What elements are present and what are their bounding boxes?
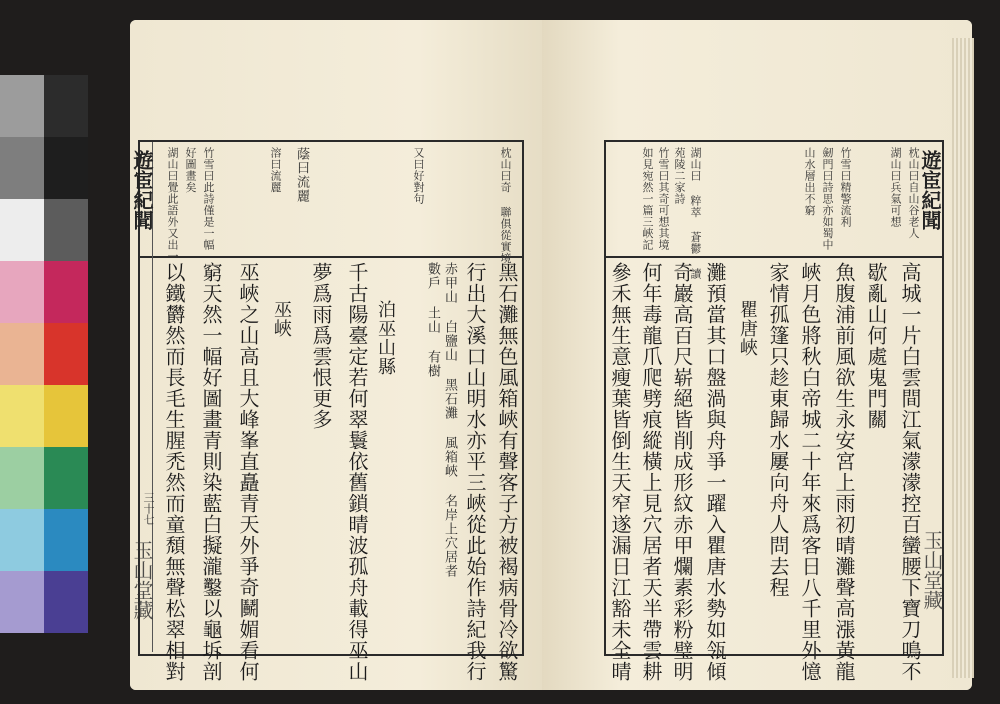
left-col-2: 行出大溪口山明水亦平三峽從此始作詩紀我行 [463, 262, 487, 682]
left-col-9: 巫峽之山高且大峰峯直矗青天外爭奇鬭媚看何 [236, 262, 260, 682]
color-swatch [0, 137, 44, 199]
left-frame-divider [140, 256, 522, 258]
right-col-10: 參禾無生意瘦葉皆倒生天窄遂漏日江豁未全晴 [608, 262, 632, 682]
color-swatch [44, 261, 88, 323]
right-note-7: 苑陵二家詩 [673, 147, 686, 205]
left-note-4: 溶曰流麗 [269, 147, 282, 193]
right-note-8: 竹雪曰其奇可想其境 [657, 147, 670, 251]
left-page-header: 遊宦紀聞 [130, 150, 154, 230]
color-swatch [0, 571, 44, 633]
right-note-3: 竹雪曰精警流利 [839, 147, 852, 228]
color-swatch [44, 323, 88, 385]
right-note-9: 如見宛然一篇三峽記 [641, 147, 654, 251]
right-col-5: 家情孤篷只趁東歸水屢向舟人問去程 [766, 262, 790, 598]
left-note-1: 枕山曰奇 聯俱從實境 [499, 147, 512, 264]
right-note-4: 劒門曰詩思亦如蜀中 [821, 147, 834, 251]
color-swatch [0, 323, 44, 385]
right-col-2: 歇亂山何處鬼門關 [864, 262, 888, 430]
right-page-stamp: 玉山堂藏 [920, 530, 944, 610]
right-frame-divider [606, 256, 942, 258]
right-col-3: 魚腹浦前風欲生永安宮上雨初晴灘聲高漲黃龍 [832, 262, 856, 682]
right-note-6: 湖山曰 粹萃 蒼鬱 讀 [689, 147, 702, 280]
left-note-3: 蔭曰流麗 [294, 147, 309, 203]
left-note-7: 湖山曰覺此語外又出一 [166, 147, 179, 262]
left-note-2: 又曰好對句 [412, 147, 425, 205]
color-swatch [44, 199, 88, 261]
left-col-6: 千古陽臺定若何翠鬟依舊鎖晴波孤舟載得巫山 [345, 262, 369, 682]
right-col-8: 奇巖高百尺崭絕皆削成形紋赤甲爛素彩粉璧明 [670, 262, 694, 682]
left-col-5: 泊巫山縣 [375, 300, 396, 376]
color-swatch [0, 199, 44, 261]
color-swatch [44, 137, 88, 199]
color-swatch [44, 75, 88, 137]
color-checker [0, 75, 88, 635]
right-note-5: 山水層出不窮 [803, 147, 816, 216]
right-col-1: 高城一片白雲間江氣濛濛控百蠻腰下寶刀鳴不 [898, 262, 922, 682]
left-col-1: 黑石灘無色風箱峽有聲客子方被褐病骨冷欲驚 [495, 262, 519, 682]
color-swatch [44, 447, 88, 509]
color-swatch [44, 571, 88, 633]
right-col-6: 瞿唐峽 [737, 300, 758, 357]
left-col-8: 巫峽 [271, 300, 292, 338]
right-col-7: 灘預當其口盤渦與舟爭一躍入瞿唐水勢如瓴傾 [703, 262, 727, 682]
color-swatch [44, 509, 88, 571]
color-swatch [0, 75, 44, 137]
left-col-11: 以鐵欝然而長毛生腥禿然而童頹無聲松翠相對 [162, 262, 186, 682]
left-col-7: 夢爲雨爲雲恨更多 [309, 262, 333, 430]
left-note-5: 竹雪曰此詩僅是一幅 [202, 147, 215, 251]
right-col-4: 峽月色將秋白帝城二十年來爲客日八千里外憶 [798, 262, 822, 682]
color-swatch [0, 261, 44, 323]
color-swatch [44, 385, 88, 447]
right-note-2: 湖山曰兵氣可想 [889, 147, 902, 228]
color-swatch [0, 509, 44, 571]
left-col-3: 赤甲山 白鹽山 黑石灘 風箱峽 名岸上穴居者 [442, 262, 457, 578]
left-page-stamp: 玉山堂藏 [130, 540, 154, 620]
right-col-9: 何年毒龍爪爬劈痕縱橫上見穴居者天半帶雲耕 [639, 262, 663, 682]
left-page-folio: 三十七 [142, 492, 155, 525]
right-page-header: 遊宦紀聞 [918, 150, 942, 230]
left-col-4: 數戶 土山 有樹 [425, 262, 440, 378]
right-note-1: 枕山曰自山谷老人 [907, 147, 920, 239]
left-note-6: 好圖畫矣 [184, 147, 197, 193]
color-swatch [0, 385, 44, 447]
page-edges [952, 38, 974, 678]
left-col-10: 窮天然一幅好圖畫青則染藍白擬瀧鑿以龜坼剖 [199, 262, 223, 682]
color-swatch [0, 447, 44, 509]
